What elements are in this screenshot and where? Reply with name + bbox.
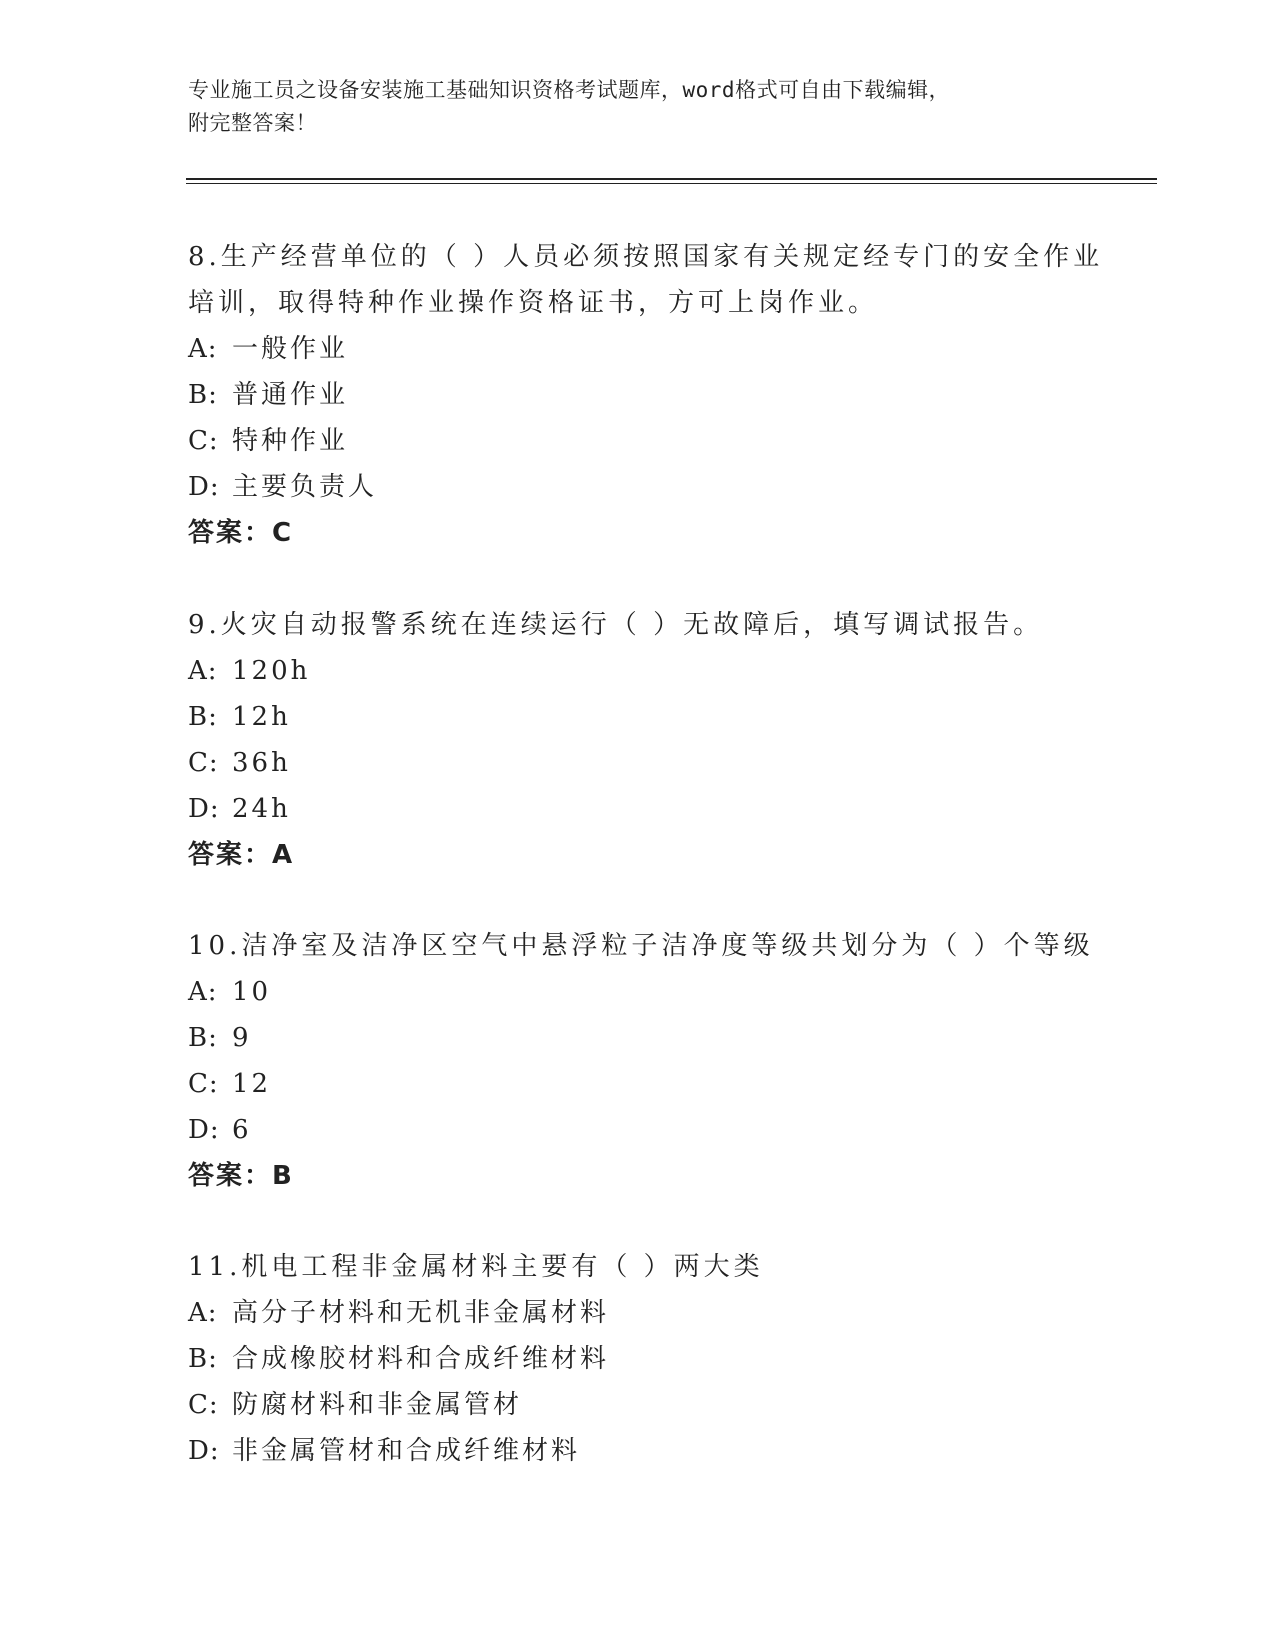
header-line: 专业施工员之设备安装施工基础知识资格考试题库，word格式可自由下载编辑， [188,78,951,102]
question-stem: 8.生产经营单位的（ ）人员必须按照国家有关规定经专门的安全作业 [188,242,1104,272]
option-key: A: [188,977,218,1007]
option-key: B: [188,1344,218,1374]
question-stem: 培训，取得特种作业操作资格证书，方可上岗作业。 [188,288,879,318]
option-key: D: [188,794,220,824]
option-c [188,1061,1088,1107]
option-text: 12h [232,702,291,732]
option-key: C: [188,426,219,456]
option-b [188,1015,1088,1061]
question-10 [188,923,1094,1199]
option-d [188,464,1088,510]
option-key: B: [188,702,218,732]
header-divider-thin [186,183,1157,184]
question-8 [188,234,1104,556]
question-stem: 9.火灾自动报警系统在连续运行（ ）无故障后，填写调试报告。 [188,610,1044,640]
option-key: A: [188,1298,218,1328]
option-text: 6 [232,1115,252,1145]
option-text: 主要负责人 [232,472,378,502]
option-text: 合成橡胶材料和合成纤维材料 [232,1344,610,1374]
option-key: B: [188,380,218,410]
option-key: D: [188,1115,220,1145]
option-key: C: [188,748,219,778]
option-key: C: [188,1069,219,1099]
option-text: 高分子材料和无机非金属材料 [232,1298,610,1328]
option-c [188,1382,1088,1428]
question-9 [188,602,1088,878]
header-line: 附完整答案！ [188,111,317,135]
option-text: 12 [232,1069,272,1099]
option-key: A: [188,656,218,686]
answer-label: 答案：C [188,518,294,548]
document-header [188,74,1088,140]
option-d [188,1107,1088,1153]
option-key: C: [188,1390,219,1420]
question-stem: 10.洁净室及洁净区空气中悬浮粒子洁净度等级共划分为（ ）个等级 [188,931,1094,961]
option-a [188,1290,1088,1336]
option-text: 非金属管材和合成纤维材料 [232,1436,581,1466]
option-text: 24h [232,794,291,824]
option-text: 普通作业 [232,380,349,410]
answer-label: 答案：B [188,1161,294,1191]
option-text: 一般作业 [232,334,349,364]
option-text: 特种作业 [232,426,349,456]
question-11 [188,1244,1088,1474]
option-text: 9 [232,1023,252,1053]
option-text: 10 [232,977,272,1007]
option-c [188,418,1088,464]
option-key: B: [188,1023,218,1053]
option-b [188,694,1088,740]
option-a [188,326,1088,372]
option-d [188,786,1088,832]
option-text: 120h [232,656,311,686]
option-text: 36h [232,748,291,778]
option-d [188,1428,1088,1474]
option-key: A: [188,334,218,364]
header-divider-thick [186,178,1157,180]
option-c [188,740,1088,786]
answer-label: 答案：A [188,840,295,870]
option-key: D: [188,472,220,502]
question-stem: 11.机电工程非金属材料主要有（ ）两大类 [188,1252,764,1282]
option-a [188,969,1088,1015]
option-b [188,1336,1088,1382]
option-key: D: [188,1436,220,1466]
option-text: 防腐材料和非金属管材 [232,1390,523,1420]
option-b [188,372,1088,418]
option-a [188,648,1088,694]
